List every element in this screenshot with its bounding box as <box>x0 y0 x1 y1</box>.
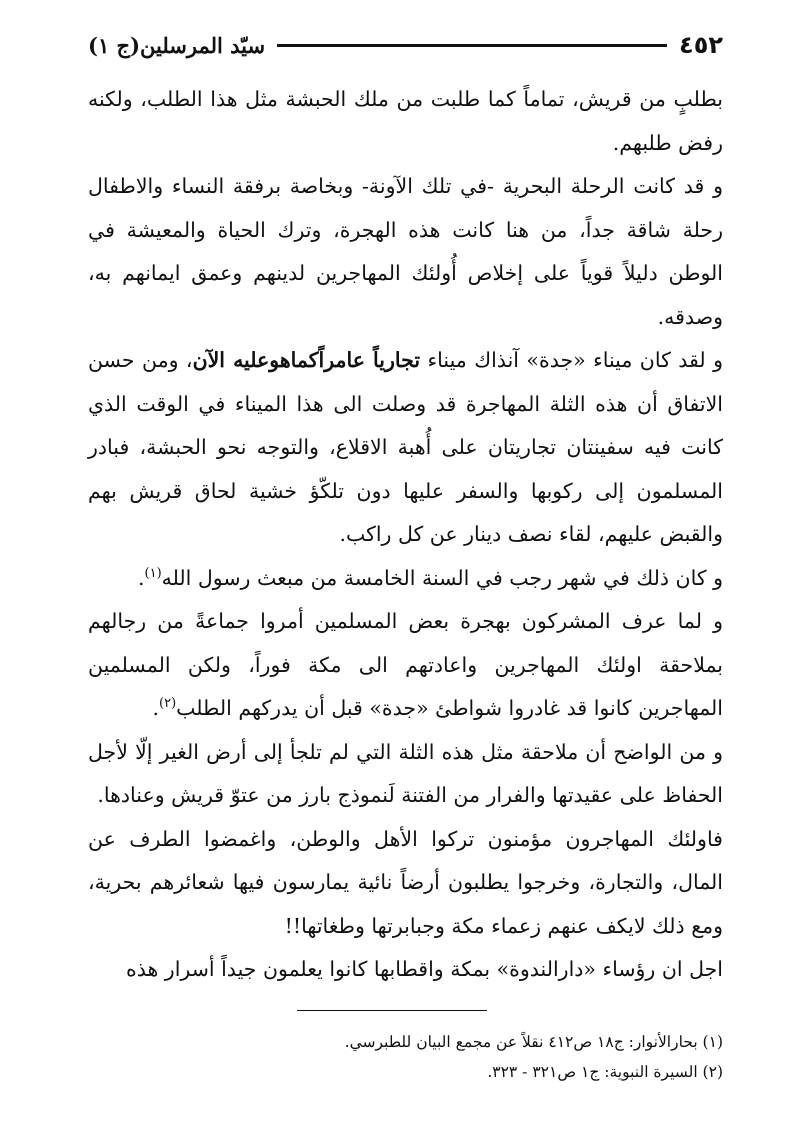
footnote-ref-1[interactable]: (١) <box>144 565 162 581</box>
paragraph-2: و قد كانت الرحلة البحرية -في تلك الآونة- وبخاصة برفقة النساء والاطفال رحلة شاقة جداً، من هنا كانت هذه الهجرة، وترك الحياة والمعيشة في الوطن دليلاً قوياً على إخلاص أُولئك المهاجرين لدينهم وعمق ايمانهم به، وصدقه. <box>88 174 723 329</box>
paragraph-6: و من الواضح أن ملاحقة مثل هذه الثلة التي لم تلجأ إلى أرض الغير إلّا لأجل الحفاظ على عقيدتها والفرار من الفتنة لَنموذج بارز من عتوّ قريش وعنادها. <box>88 739 723 807</box>
footnote-ref-2[interactable]: (٢) <box>159 696 177 712</box>
running-header <box>88 28 723 62</box>
paragraph-4-text: و كان ذلك في شهر رجب في السنة الخامسة من مبعث رسول الله <box>161 565 723 590</box>
main-text <box>88 78 723 992</box>
paragraph-5 <box>88 600 723 731</box>
paragraph-4-end: . <box>137 565 145 590</box>
paragraph-3-end: ، ومن حسن الاتفاق أن هذه الثلة المهاجرة قد وصلت الى هذا الميناء في الوقت الذي كانت فيه سفينتان تجاريتان على أُهبة الاقلاع، والتوجه نحو الحبشة، فبادر المسلمون إلى ركوبها والسفر عليها دون تلكّؤ خشية لحاق قريش بهم والقبض عليهم، لقاء نصف دينار عن كل راكب. <box>88 348 723 546</box>
paragraph-1: بطلبٍ من قريش، تماماً كما طلبت من ملك الحبشة مثل هذا الطلب، ولكنه رفض طلبهم. <box>88 87 723 155</box>
footnote-2: (٢) السيرة النبوية: ج١ ص٣٢١ - ٣٢٣. <box>487 1063 723 1081</box>
paragraph-5-text: و لما عرف المشركون بهجرة بعض المسلمين أمروا جماعةً من رجالهم بملاحقة اولئك المهاجرين واعادتهم الى مكة فوراً، ولكن المسلمين المهاجرين كانوا قد غادروا شواطئ «جدة» قبل أن يدركهم الطلب <box>88 609 723 720</box>
paragraph-3-bold: تجارياً عامراًكماهوعليه الآن <box>192 348 421 372</box>
footnote-1: (١) بحارالأنوار: ج١٨ ص٤١٢ نقلاً عن مجمع البيان للطبرسي. <box>344 1033 723 1051</box>
paragraph-3-start: و لقد كان ميناء «جدة» آنذاك ميناء <box>420 348 724 372</box>
paragraph-7: فاولئك المهاجرون مؤمنون تركوا الأهل والوطن، واغمضوا الطرف عن المال، والتجارة، وخرجوا يطلبون أرضاً نائية يمارسون فيها شعائرهم بحرية، ومع ذلك لايكف عنهم زعماء مكة وجبابرتها وطغاتها!! <box>88 826 723 938</box>
footnotes <box>88 1027 723 1087</box>
paragraph-8: اجل ان رؤساء «دارالندوة» بمكة واقطابها كانوا يعلمون جيداً أسرار هذه <box>125 957 723 981</box>
paragraph-3 <box>88 339 723 557</box>
paragraph-5-end: . <box>152 696 159 720</box>
book-title: سيّد المرسلين(ج ١) <box>88 32 266 58</box>
paragraph-4 <box>88 557 723 601</box>
page-number: ٤٥٢ <box>679 31 723 59</box>
header-rule <box>277 44 667 47</box>
footnote-separator <box>297 1010 487 1012</box>
